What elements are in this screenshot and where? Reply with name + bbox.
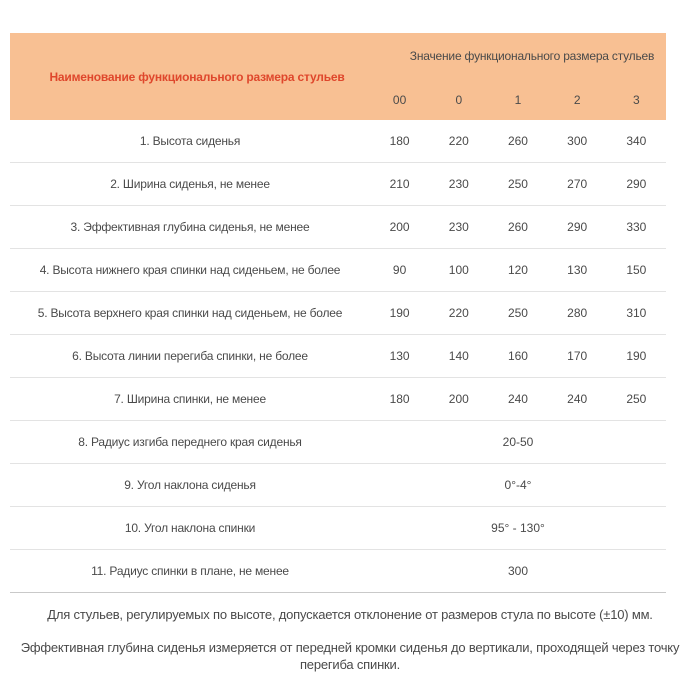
table-row [10, 163, 666, 206]
size-label-1: 1 [514, 93, 522, 107]
table-row [10, 507, 666, 550]
row-value: 140 [448, 349, 469, 363]
size-label-2: 2 [573, 93, 581, 107]
row-value: 270 [567, 177, 588, 191]
row-value: 200 [389, 220, 410, 234]
row-value: 170 [567, 349, 588, 363]
footnotes [0, 606, 700, 673]
size-labels-row [370, 93, 666, 107]
row-value: 230 [448, 177, 469, 191]
values-column-title: Значение функционального размера стульев [409, 49, 655, 63]
row-value: 310 [626, 306, 647, 320]
table-body [10, 120, 666, 593]
row-value: 190 [626, 349, 647, 363]
table-row [10, 335, 666, 378]
row-value: 250 [507, 177, 528, 191]
size-label-3: 3 [633, 93, 640, 107]
row-value: 90 [392, 263, 407, 277]
row-label: 4. Высота нижнего края спинки над сиденьем, не более [39, 263, 341, 277]
row-value: 220 [448, 134, 469, 148]
name-column-title: Наименование функционального размера стульев [49, 69, 345, 84]
row-label: 7. Ширина спинки, не менее [114, 392, 266, 406]
row-label: 8. Радиус изгиба переднего края сиденья [78, 435, 302, 449]
row-value: 240 [507, 392, 528, 406]
row-value: 290 [567, 220, 588, 234]
header-values-column [370, 33, 666, 120]
row-value: 280 [567, 306, 588, 320]
table-row [10, 550, 666, 593]
header-name-column [10, 33, 370, 120]
table-row [10, 292, 666, 335]
row-value: 130 [567, 263, 588, 277]
row-value: 260 [507, 134, 528, 148]
table-row [10, 120, 666, 163]
row-value: 180 [389, 134, 410, 148]
row-value: 160 [507, 349, 528, 363]
table-row [10, 378, 666, 421]
note-effective-seat-depth: Эффективная глубина сиденья измеряется от передней кромки сиденья до вертикали, проходящей через точку перегиба спинки. [20, 640, 680, 672]
row-label: 11. Радиус спинки в плане, не менее [91, 564, 289, 578]
row-label: 2. Ширина сиденья, не менее [110, 177, 270, 191]
row-value: 180 [389, 392, 410, 406]
row-value: 260 [507, 220, 528, 234]
row-label: 5. Высота верхнего края спинки над сиденьем, не более [37, 306, 343, 320]
row-value: 120 [507, 263, 528, 277]
row-value: 240 [567, 392, 588, 406]
row-value: 220 [448, 306, 469, 320]
row-label: 9. Угол наклона сиденья [124, 478, 256, 492]
table-row [10, 421, 666, 464]
row-value: 130 [389, 349, 410, 363]
row-label: 1. Высота сиденья [139, 134, 241, 148]
table-row [10, 206, 666, 249]
row-value: 250 [626, 392, 647, 406]
row-label: 6. Высота линии перегиба спинки, не более [72, 349, 308, 363]
table-row [10, 249, 666, 292]
size-label-0: 0 [455, 93, 463, 107]
row-value: 290 [626, 177, 647, 191]
table-header [10, 33, 666, 120]
chair-sizes-table [10, 33, 666, 593]
row-value: 100 [448, 263, 469, 277]
row-value: 340 [626, 134, 647, 148]
row-value: 210 [389, 177, 410, 191]
table-row [10, 464, 666, 507]
row-merged-value: 95° - 130° [491, 521, 545, 535]
row-merged-value: 20-50 [502, 435, 534, 449]
row-value: 230 [448, 220, 469, 234]
row-merged-value: 300 [507, 564, 529, 578]
row-value: 300 [567, 134, 588, 148]
row-value: 150 [626, 263, 647, 277]
size-label-00: 00 [392, 93, 407, 107]
note-height-adjustable-chairs: Для стульев, регулируемых по высоте, допускается отклонение от размеров стула по высоте (±10) мм. [47, 607, 653, 622]
row-value: 250 [507, 306, 528, 320]
row-merged-value: 0°-4° [504, 478, 532, 492]
row-value: 330 [626, 220, 647, 234]
row-label: 3. Эффективная глубина сиденья, не менее [70, 220, 310, 234]
row-label: 10. Угол наклона спинки [124, 521, 256, 535]
row-value: 200 [448, 392, 469, 406]
row-value: 190 [389, 306, 410, 320]
